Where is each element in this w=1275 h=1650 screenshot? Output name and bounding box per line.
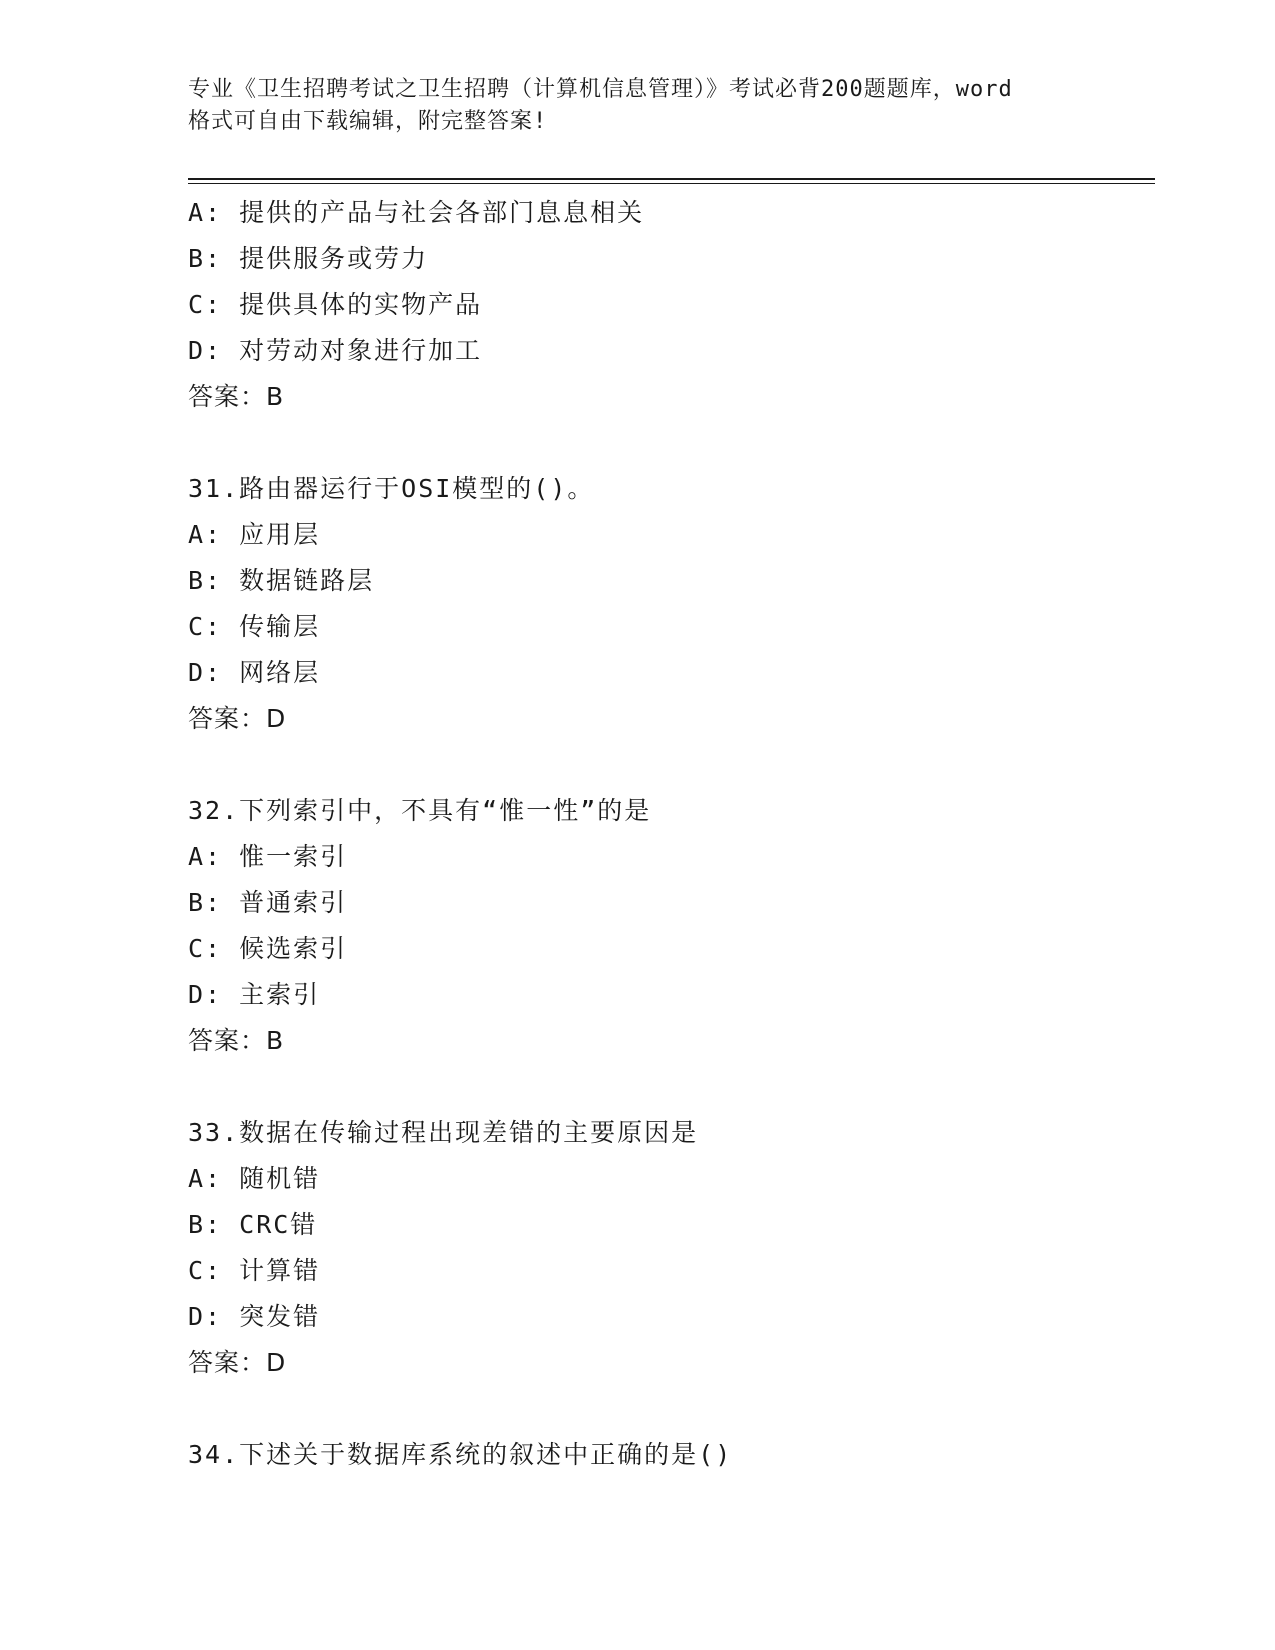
- option-d: D: 网络层: [188, 658, 321, 687]
- option-a: A: 提供的产品与社会各部门息息相关: [188, 198, 645, 227]
- option-b: B: CRC错: [188, 1210, 318, 1239]
- header-line-1: 专业《卫生招聘考试之卫生招聘（计算机信息管理）》考试必背200题题库，word: [188, 77, 1013, 102]
- header-divider-thin: [188, 183, 1155, 184]
- question-text: 33.数据在传输过程出现差错的主要原因是: [188, 1118, 699, 1147]
- option-a: A: 惟一索引: [188, 842, 348, 871]
- option-c: C: 计算错: [188, 1256, 321, 1285]
- spacer: [188, 742, 1148, 788]
- spacer: [188, 1064, 1148, 1110]
- question-block-30: [188, 190, 1148, 420]
- header-divider-thick: [188, 178, 1155, 180]
- option-b: B: 普通索引: [188, 888, 348, 917]
- spacer: [188, 420, 1148, 466]
- option-b: B: 数据链路层: [188, 566, 375, 595]
- option-d: D: 突发错: [188, 1302, 321, 1331]
- question-list: [188, 190, 1148, 1478]
- header-line-2: 格式可自由下载编辑，附完整答案!: [188, 109, 548, 134]
- question-text: 31.路由器运行于OSI模型的()。: [188, 474, 595, 503]
- question-block-32: [188, 788, 1148, 1064]
- answer-line: 答案：B: [188, 1026, 285, 1055]
- option-c: C: 候选索引: [188, 934, 348, 963]
- spacer: [188, 1386, 1148, 1432]
- option-a: A: 应用层: [188, 520, 321, 549]
- answer-line: 答案：D: [188, 1348, 287, 1377]
- option-c: C: 提供具体的实物产品: [188, 290, 483, 319]
- answer-line: 答案：D: [188, 704, 287, 733]
- option-b: B: 提供服务或劳力: [188, 244, 429, 273]
- question-block-33: [188, 1110, 1148, 1386]
- question-block-34: [188, 1432, 1148, 1478]
- question-text: 32.下列索引中，不具有“惟一性”的是: [188, 796, 652, 825]
- option-a: A: 随机错: [188, 1164, 321, 1193]
- answer-line: 答案：B: [188, 382, 285, 411]
- option-c: C: 传输层: [188, 612, 321, 641]
- option-d: D: 对劳动对象进行加工: [188, 336, 483, 365]
- question-block-31: [188, 466, 1148, 742]
- question-text: 34.下述关于数据库系统的叙述中正确的是(): [188, 1440, 733, 1469]
- option-d: D: 主索引: [188, 980, 321, 1009]
- document-header: [188, 74, 1088, 138]
